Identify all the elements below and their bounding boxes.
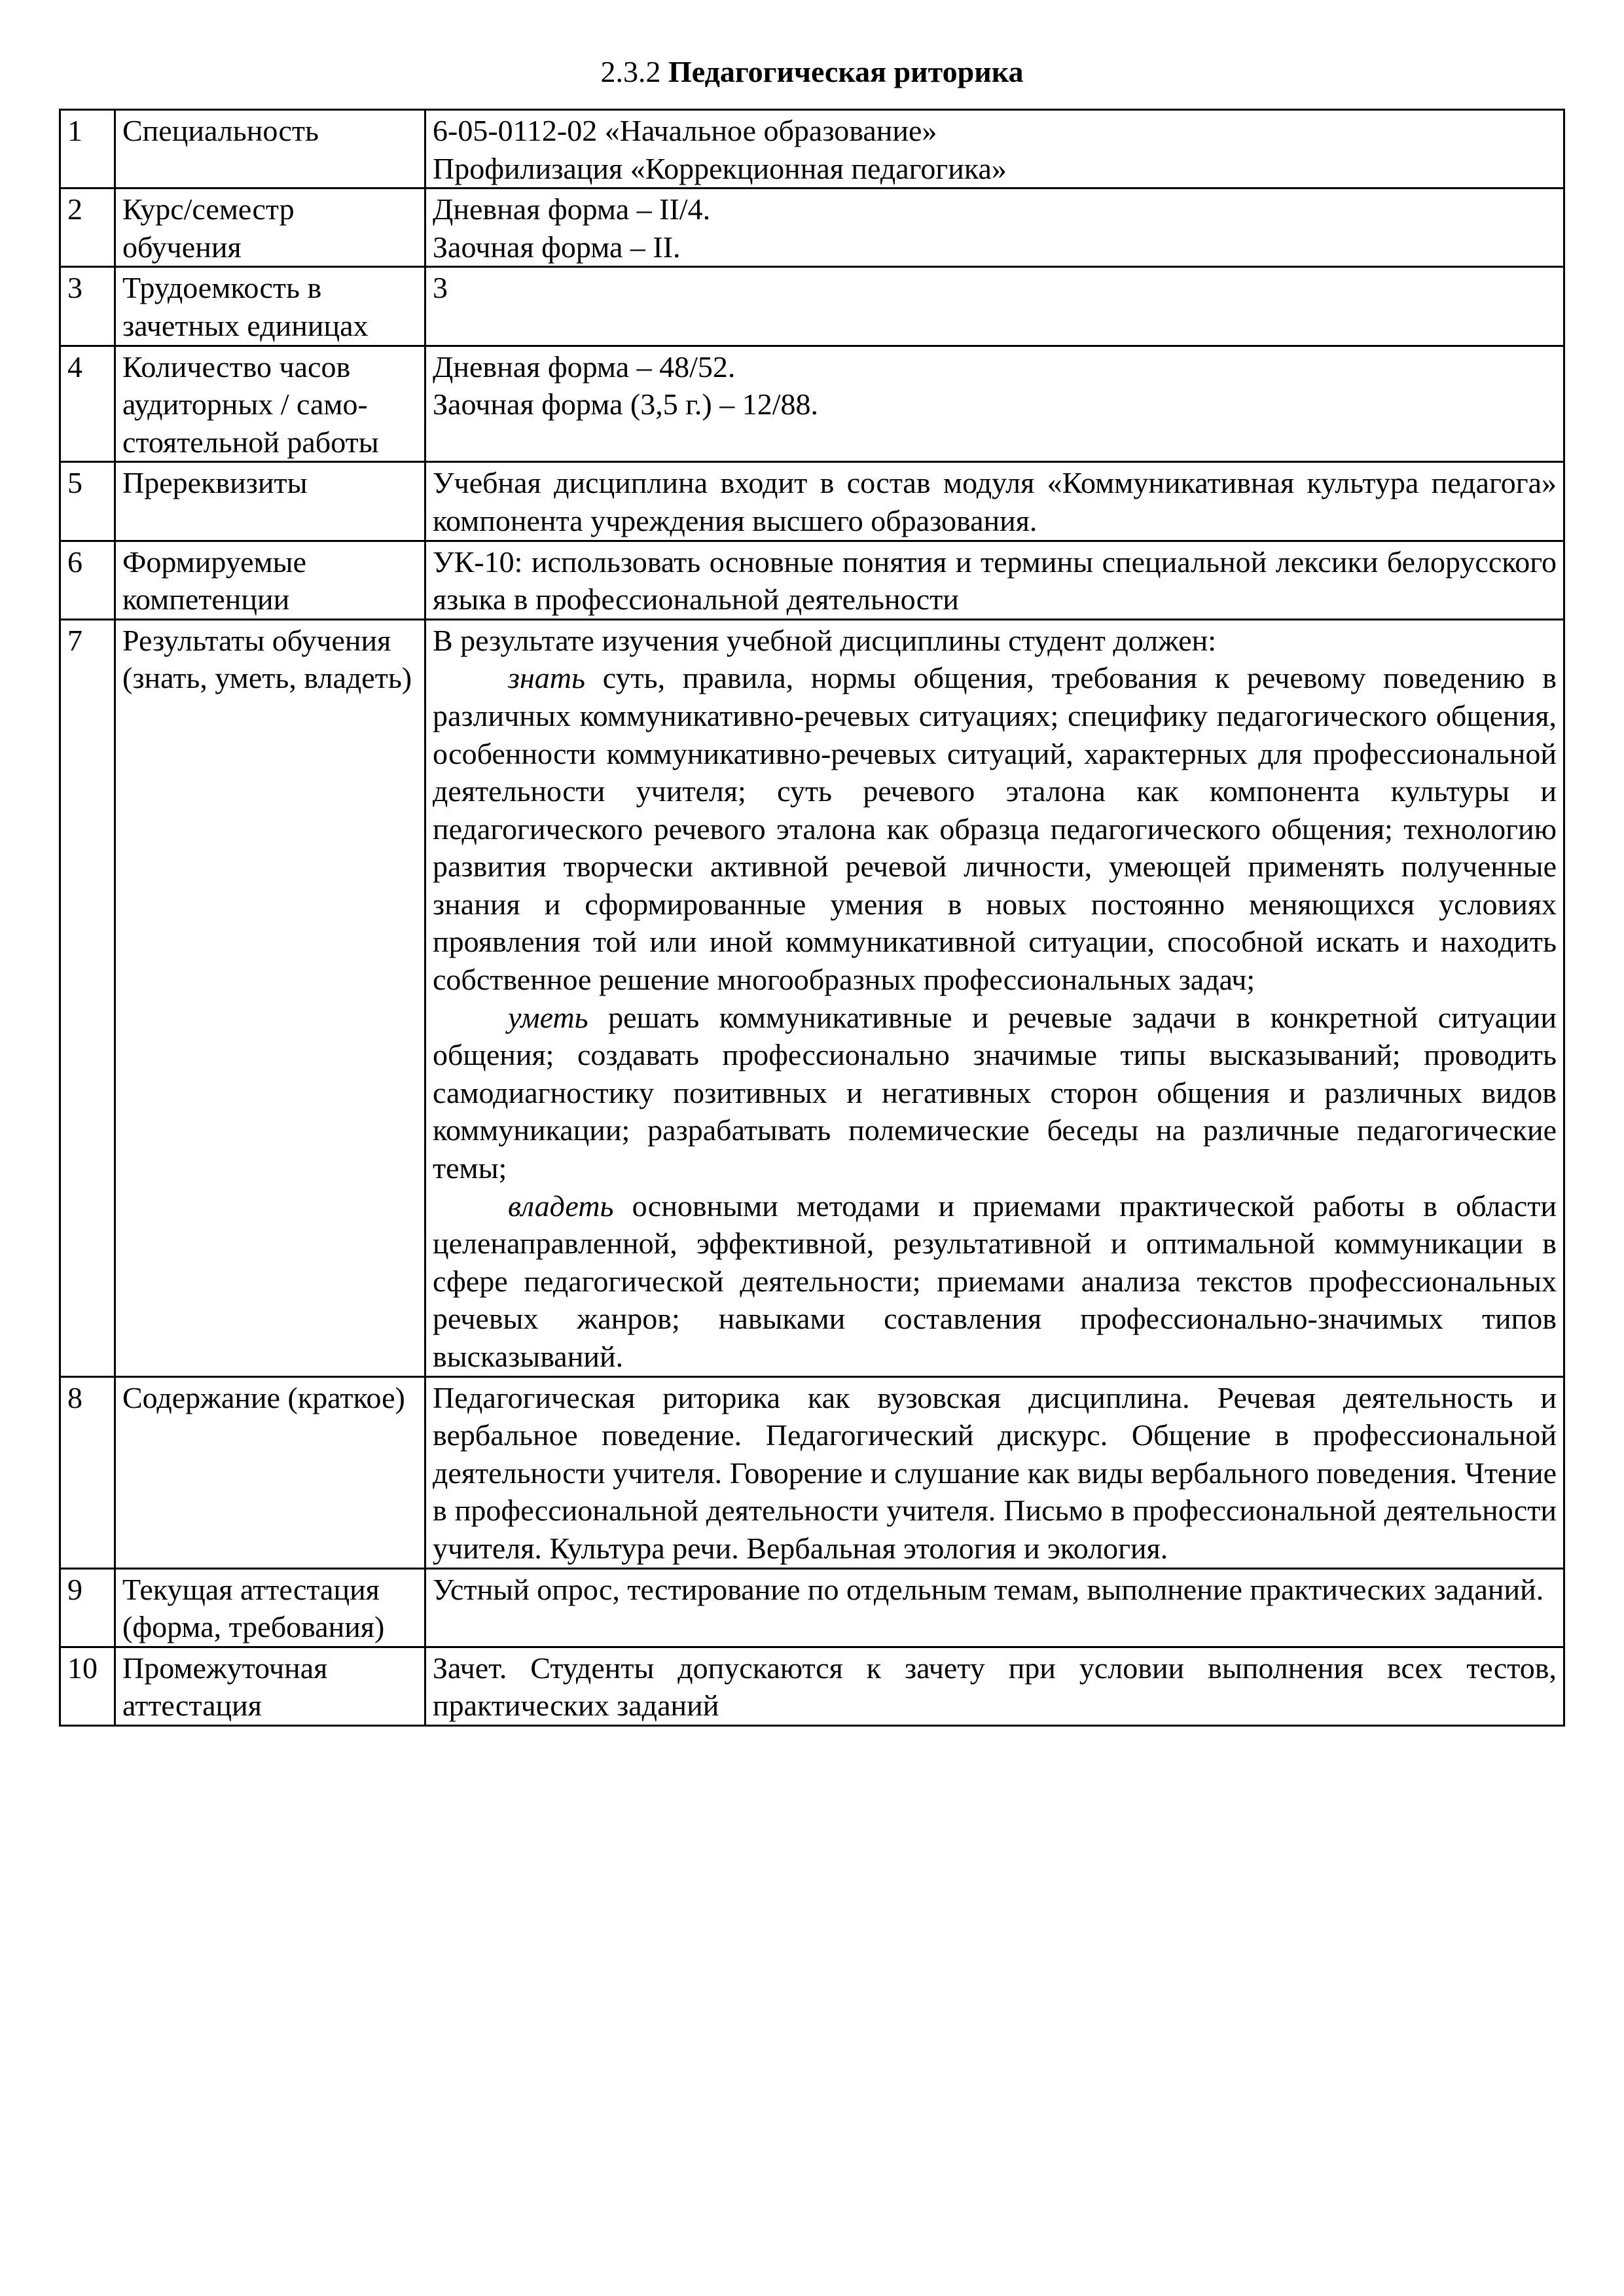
row-label: Трудоемкость в зачетных единицах — [115, 267, 425, 346]
row-value: Педагогическая риторика как вузовская дисциплина. Речевая деятельность и вербальное поведение. Педагогический дискурс. Общение в профессиональной деятельности учителя. Говорение и слушание как виды вербального поведения. Чтение в профессиональной деятельности учителя. Письмо в профессиональной деятельности учителя. Культура речи. Вербальная этология и экология. — [425, 1376, 1564, 1568]
page-title — [0, 52, 1624, 92]
row-label: Промежуточная аттестация — [115, 1647, 425, 1725]
row-label: Результаты обучения (знать, уметь, владеть) — [115, 619, 425, 1376]
value-line: Профилизация «Коррекционная педагогика» — [433, 151, 1007, 185]
outcome-text: основными методами и приемами практической работы в области целенаправленной, эффективной, результативной и оптимальной коммуникации в сфере педагогической деятельности; приемами анализа текстов профессиональных речевых жанров; навыками составления профессионально-значимых типов высказываний. — [433, 1189, 1557, 1373]
row-value: Устный опрос, тестирование по отдельным темам, выполнение практических заданий. — [425, 1568, 1564, 1647]
table-row — [60, 1647, 1564, 1725]
row-number: 1 — [60, 110, 115, 188]
value-line: 3 — [433, 271, 448, 305]
row-number: 4 — [60, 346, 115, 462]
row-number: 9 — [60, 1568, 115, 1647]
outcome-term: знать — [508, 661, 585, 695]
value-line: Заочная форма – II. — [433, 230, 681, 264]
row-number: 10 — [60, 1647, 115, 1725]
learning-outcomes-intro: В результате изучения учебной дисциплины студент должен: — [433, 623, 1217, 657]
row-label: Текущая аттестация (форма, требования) — [115, 1568, 425, 1647]
row-number: 5 — [60, 462, 115, 541]
table-row — [60, 267, 1564, 346]
row-value — [425, 619, 1564, 1376]
row-number: 2 — [60, 188, 115, 267]
row-number: 6 — [60, 541, 115, 619]
table-row — [60, 110, 1564, 188]
row-value — [425, 188, 1564, 267]
row-value: УК-10: использовать основные понятия и термины специальной лексики белорусского языка в профессиональной деятельности — [425, 541, 1564, 619]
section-number: 2.3.2 — [600, 55, 661, 88]
row-label: Курс/семестр обучения — [115, 188, 425, 267]
row-value — [425, 346, 1564, 462]
outcome-text: решать коммуникативные и речевые задачи в конкретной ситуации общения; создавать профессионально значимые типы высказываний; проводить самодиагностику позитивных и негативных сторон общения и различных видов коммуникации; разрабатывать полемические беседы на различные педагогические темы; — [433, 1000, 1557, 1185]
value-line: 6-05-0112-02 «Начальное образование» — [433, 114, 937, 147]
table-row — [60, 619, 1564, 1376]
outcome-can — [433, 999, 1557, 1187]
table-row — [60, 462, 1564, 541]
table-row — [60, 188, 1564, 267]
row-value: Зачет. Студенты допускаются к зачету при условии выполнения всех тестов, практических заданий — [425, 1647, 1564, 1725]
value-line: Дневная форма – 48/52. — [433, 350, 736, 384]
row-value — [425, 267, 1564, 346]
outcome-term: уметь — [508, 1000, 588, 1034]
row-number: 3 — [60, 267, 115, 346]
table-row — [60, 1568, 1564, 1647]
row-label: Содержание (краткое) — [115, 1376, 425, 1568]
discipline-table — [59, 109, 1565, 1727]
outcome-text: суть, правила, нормы общения, требования к речевому поведению в различных коммуникативно-речевых ситуациях; специфику педагогического общения, особенности коммуникативно-речевых ситуаций, характерных для профессиональной деятельности учителя; суть речевого эталона как компонента культуры и педагогического речевого эталона как образца педагогического общения; технологию развития творчески активной речевой личности, умеющей применять полученные знания и сформированные умения в новых постоянно меняющихся условиях проявления той или иной коммуникативной ситуации, способной искать и находить собственное решение многообразных профессиональных задач; — [433, 661, 1557, 997]
row-label: Количество часов аудиторных / само-стоятельной работы — [115, 346, 425, 462]
outcome-know — [433, 659, 1557, 998]
table-row — [60, 346, 1564, 462]
row-label: Формируемые компетенции — [115, 541, 425, 619]
value-line: Заочная форма (3,5 г.) – 12/88. — [433, 387, 819, 422]
outcome-term: владеть — [508, 1189, 614, 1223]
row-number: 7 — [60, 619, 115, 1376]
row-value — [425, 110, 1564, 188]
outcome-own — [433, 1187, 1557, 1376]
section-name: Педагогическая риторика — [668, 55, 1024, 88]
value-line: Дневная форма – II/4. — [433, 192, 711, 226]
row-number: 8 — [60, 1376, 115, 1568]
table-row — [60, 541, 1564, 619]
row-value: Учебная дисциплина входит в состав модуля «Коммуникативная культура педагога» компонента учреждения высшего образования. — [425, 462, 1564, 541]
row-label: Специальность — [115, 110, 425, 188]
row-label: Пререквизиты — [115, 462, 425, 541]
table-row — [60, 1376, 1564, 1568]
